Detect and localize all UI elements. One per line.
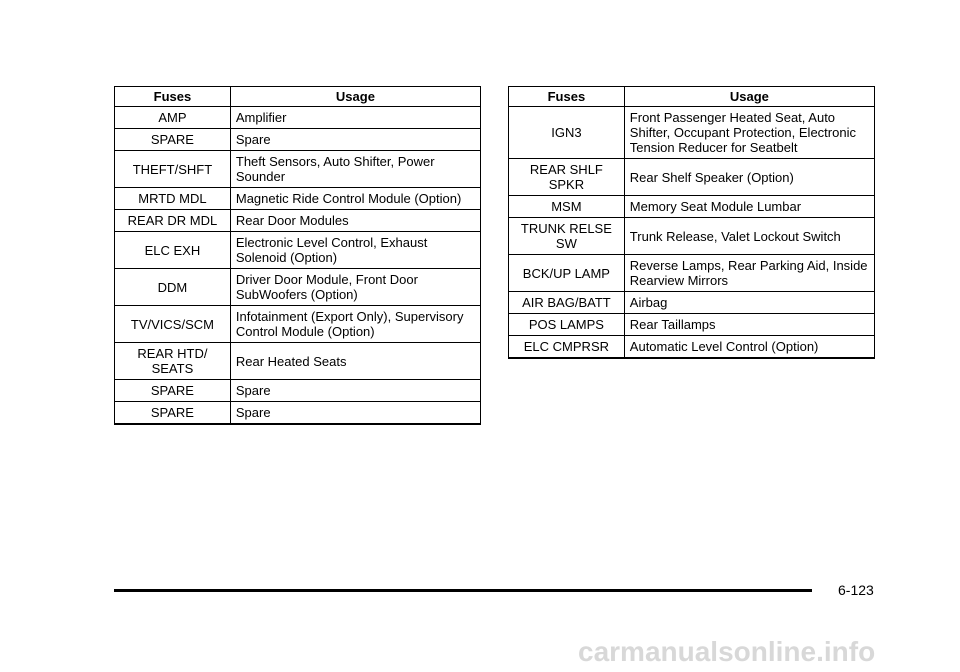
table-row xyxy=(115,380,481,402)
column-header-fuses: Fuses xyxy=(509,87,625,107)
fuse-name-cell: DDM xyxy=(115,269,231,306)
fuse-usage-cell: Trunk Release, Valet Lockout Switch xyxy=(624,218,874,255)
fuse-usage-cell: Spare xyxy=(230,402,480,425)
column-header-usage: Usage xyxy=(624,87,874,107)
fuse-name-cell: REAR DR MDL xyxy=(115,210,231,232)
fuse-name-cell: REAR SHLF SPKR xyxy=(509,159,625,196)
fuse-usage-cell: Electronic Level Control, Exhaust Solenoid (Option) xyxy=(230,232,480,269)
fuse-table-left xyxy=(114,86,481,425)
fuse-name-cell: SPARE xyxy=(115,380,231,402)
fuse-usage-cell: Automatic Level Control (Option) xyxy=(624,336,874,359)
table-row xyxy=(115,107,481,129)
fuse-name-cell: ELC CMPRSR xyxy=(509,336,625,359)
table-row xyxy=(115,232,481,269)
fuse-usage-cell: Rear Taillamps xyxy=(624,314,874,336)
fuse-usage-cell: Infotainment (Export Only), Supervisory Control Module (Option) xyxy=(230,306,480,343)
table-row xyxy=(509,336,875,359)
fuse-table-right xyxy=(508,86,875,359)
table-row xyxy=(115,402,481,425)
fuse-name-cell: TV/VICS/SCM xyxy=(115,306,231,343)
fuse-name-cell: AMP xyxy=(115,107,231,129)
fuse-name-cell: AIR BAG/BATT xyxy=(509,292,625,314)
fuse-usage-cell: Rear Door Modules xyxy=(230,210,480,232)
table-row xyxy=(115,151,481,188)
fuse-name-cell: BCK/UP LAMP xyxy=(509,255,625,292)
table-row xyxy=(509,314,875,336)
fuse-usage-cell: Memory Seat Module Lumbar xyxy=(624,196,874,218)
fuse-name-cell: ELC EXH xyxy=(115,232,231,269)
table-row xyxy=(509,218,875,255)
fuse-usage-cell: Amplifier xyxy=(230,107,480,129)
footer-rule xyxy=(114,589,812,592)
page-number: 6-123 xyxy=(838,582,874,598)
fuse-usage-cell: Theft Sensors, Auto Shifter, Power Sounder xyxy=(230,151,480,188)
fuse-name-cell: SPARE xyxy=(115,402,231,425)
fuse-name-cell: MRTD MDL xyxy=(115,188,231,210)
table-header-row xyxy=(115,87,481,107)
fuse-usage-cell: Rear Heated Seats xyxy=(230,343,480,380)
fuse-name-cell: THEFT/SHFT xyxy=(115,151,231,188)
fuse-usage-cell: Spare xyxy=(230,380,480,402)
fuse-usage-cell: Reverse Lamps, Rear Parking Aid, Inside Rearview Mirrors xyxy=(624,255,874,292)
table-row xyxy=(115,210,481,232)
fuse-usage-cell: Airbag xyxy=(624,292,874,314)
fuse-name-cell: TRUNK RELSE SW xyxy=(509,218,625,255)
table-row xyxy=(115,343,481,380)
table-row xyxy=(509,159,875,196)
table-row xyxy=(509,255,875,292)
fuse-name-cell: SPARE xyxy=(115,129,231,151)
table-row xyxy=(509,196,875,218)
column-header-fuses: Fuses xyxy=(115,87,231,107)
column-header-usage: Usage xyxy=(230,87,480,107)
table-row xyxy=(509,292,875,314)
fuse-usage-cell: Driver Door Module, Front Door SubWoofers (Option) xyxy=(230,269,480,306)
fuse-usage-cell: Front Passenger Heated Seat, Auto Shifter, Occupant Protection, Electronic Tension Reducer for Seatbelt xyxy=(624,107,874,159)
fuse-usage-cell: Magnetic Ride Control Module (Option) xyxy=(230,188,480,210)
table-row xyxy=(115,269,481,306)
fuse-name-cell: IGN3 xyxy=(509,107,625,159)
watermark: carmanualsonline.info xyxy=(578,636,876,667)
table-header-row xyxy=(509,87,875,107)
fuse-name-cell: REAR HTD/ SEATS xyxy=(115,343,231,380)
fuse-usage-cell: Rear Shelf Speaker (Option) xyxy=(624,159,874,196)
fuse-usage-cell: Spare xyxy=(230,129,480,151)
table-row xyxy=(115,129,481,151)
fuse-name-cell: POS LAMPS xyxy=(509,314,625,336)
fuse-name-cell: MSM xyxy=(509,196,625,218)
table-row xyxy=(115,188,481,210)
table-row xyxy=(115,306,481,343)
table-row xyxy=(509,107,875,159)
